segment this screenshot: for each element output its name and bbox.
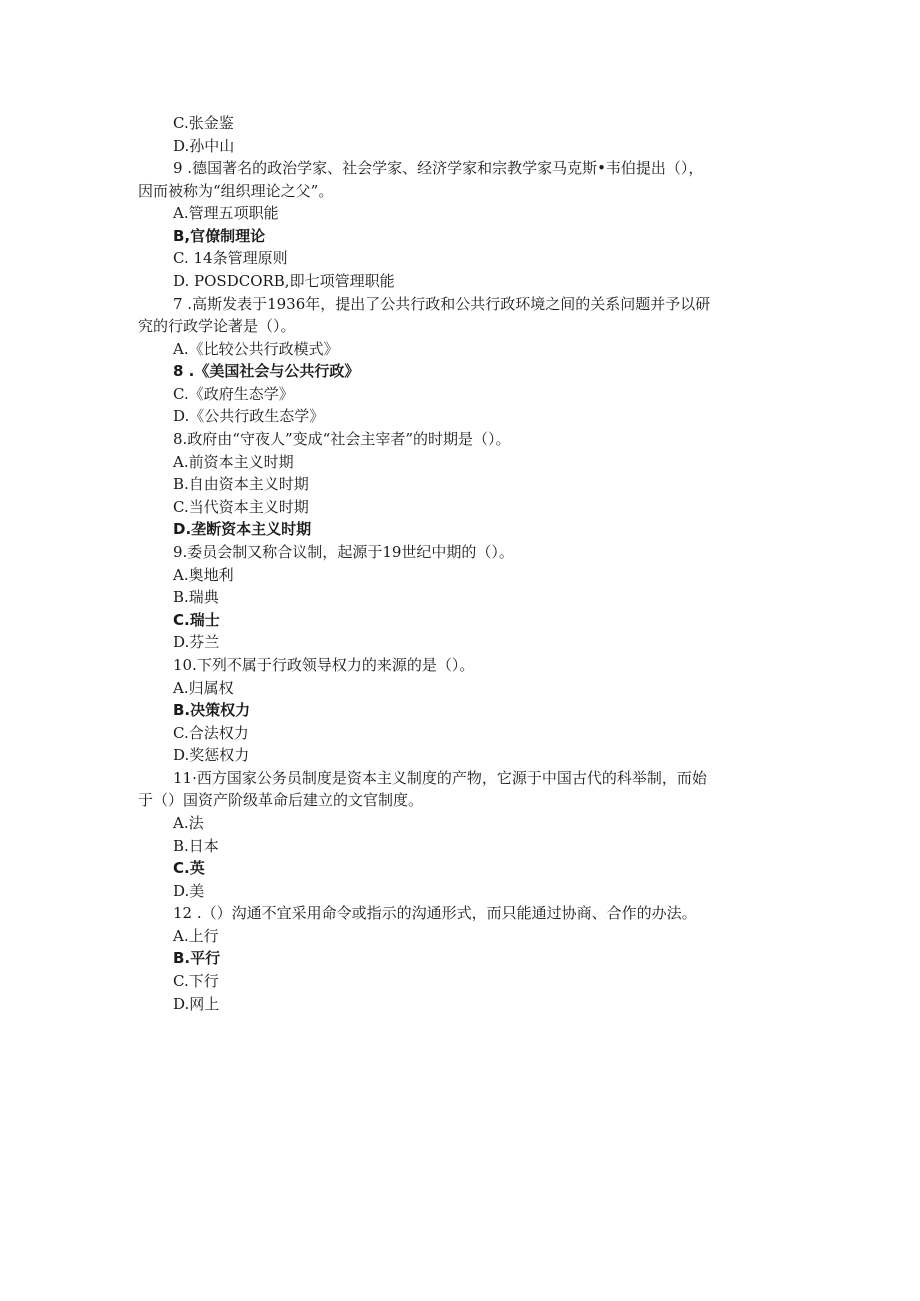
question-line: 7 .高斯发表于1936年，提出了公共行政和公共行政环境之间的关系问题并予以研 — [173, 295, 711, 313]
option-line: C.下行 — [173, 972, 219, 990]
option-line: B.瑞典 — [173, 588, 219, 606]
option-line: A.奥地利 — [173, 566, 234, 584]
answer-line: B.平行 — [173, 949, 221, 967]
answer-line: B.决策权力 — [173, 701, 251, 719]
question-continuation: 究的行政学论著是（）。 — [138, 317, 296, 335]
option-line: B.日本 — [173, 837, 219, 855]
option-line: D.芬兰 — [173, 633, 220, 651]
option-line: D. POSDCORB,即七项管理职能 — [173, 272, 395, 290]
option-line: C.《政府生态学》 — [173, 385, 294, 403]
question-continuation: 因而被称为“组织理论之父”。 — [138, 182, 334, 200]
option-line: A.上行 — [173, 927, 219, 945]
answer-line: B,官僚制理论 — [173, 227, 266, 245]
option-line: D.《公共行政生态学》 — [173, 407, 325, 425]
option-line: D.网上 — [173, 995, 220, 1013]
option-line: D.孙中山 — [173, 137, 235, 155]
option-line: D.美 — [173, 882, 205, 900]
question-line: 8.政府由“守夜人”变成“社会主宰者”的时期是（）。 — [173, 430, 511, 448]
question-line: 12 .（）沟通不宜采用命令或指示的沟通形式，而只能通过协商、合作的办法。 — [173, 904, 697, 922]
option-line: D.奖惩权力 — [173, 746, 250, 764]
option-line: A.《比较公共行政模式》 — [173, 340, 339, 358]
answer-line: D.垄断资本主义时期 — [173, 520, 312, 538]
question-line: 10.下列不属于行政领导权力的来源的是（）。 — [173, 656, 475, 674]
question-continuation: 于（）国资产阶级革命后建立的文官制度。 — [138, 791, 424, 809]
answer-line: C.英 — [173, 859, 205, 877]
question-line: 11·西方国家公务员制度是资本主义制度的产物，它源于中国古代的科举制，而始 — [173, 769, 707, 787]
option-line: A.管理五项职能 — [173, 204, 279, 222]
option-line: C. 14条管理原则 — [173, 249, 288, 267]
option-line: A.归属权 — [173, 679, 234, 697]
question-line: 9.委员会制又称合议制，起源于19世纪中期的（）。 — [173, 543, 514, 561]
option-line: C.张金鉴 — [173, 114, 234, 132]
answer-line: C.瑞士 — [173, 611, 220, 629]
question-line: 9 .德国著名的政治学家、社会学家、经济学家和宗教学家马克斯•韦伯提出（）， — [173, 159, 704, 177]
option-line: A.法 — [173, 814, 204, 832]
option-line: B.自由资本主义时期 — [173, 475, 309, 493]
option-line: C.当代资本主义时期 — [173, 498, 309, 516]
answer-line: 8 .《美国社会与公共行政》 — [173, 362, 360, 380]
option-line: A.前资本主义时期 — [173, 453, 294, 471]
option-line: C.合法权力 — [173, 724, 249, 742]
